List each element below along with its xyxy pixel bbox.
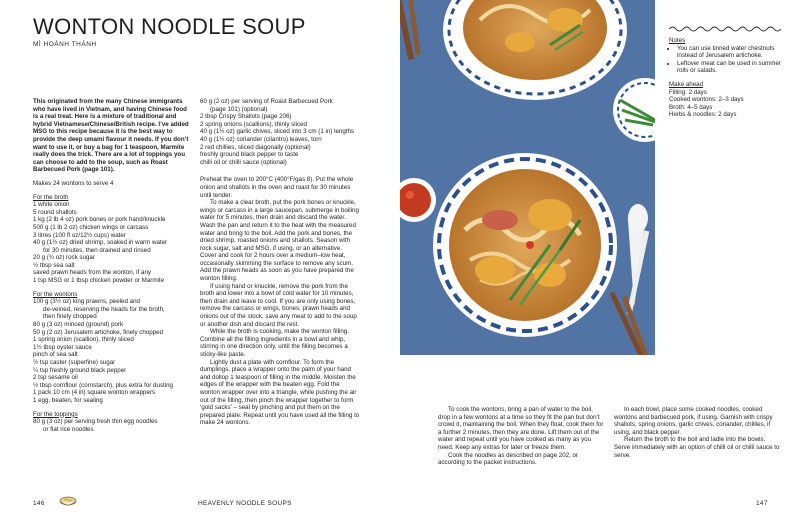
ingredients-column-1 (33, 98, 191, 433)
yield-text: Makes 24 wontons to serve 4 (33, 179, 114, 187)
method-column-4 (614, 406, 782, 459)
method-paragraph: While the broth is cooking, make the wonton filling. Combine all the filling ingredients in a bowl and whip, stirring in one direction only, until the filling becomes a sticky-like paste. (200, 328, 349, 358)
note-item: • You can use tinned water chestnuts instead of Jerusalem artichoke. (677, 45, 781, 60)
ingredient: 1 spring onion (scallion), thinly sliced (33, 336, 134, 344)
page-number-left: 146 (33, 500, 45, 507)
ingredient: 1 egg, beaten, for sealing (33, 396, 103, 404)
ingredient: (page 101) (optional) (210, 105, 268, 113)
method-paragraph: Lightly dust a plate with cornflour. To form the dumplings, place a wrapper onto the palm of your hand and dollop 1 teaspoon of filling in the middle. Moisten the edges of the wrapper with the beaten egg. Fold the wonton wrapper over into a triangle, while pushing the air out of the filling, then pinch the wrapper together to form ‘gold sacks’ – seal by pinching and put them on the prepared plate. Repeat until you have used all the filling to make 24 wontons. (200, 358, 360, 427)
notes-list (669, 45, 781, 75)
make-ahead-item: Broth: 4–5 days (669, 103, 713, 111)
page-subtitle: MÌ HOÀNH THÁNH (33, 41, 97, 48)
ingredient: 1 kg (2 lb 4 oz) pork bones or pork hand/knuckle (33, 216, 166, 224)
ingredient: 2 spring onions (scallions), thinly sliced (200, 120, 307, 128)
ingredient: 80 g (3 oz) minced (ground) pork (33, 321, 124, 329)
page-title: WONTON NOODLE SOUP (33, 14, 306, 39)
ingredient: chilli oil or chilli sauce (optional) (200, 158, 287, 166)
ingredient: freshly ground black pepper to taste (200, 151, 299, 159)
method-paragraph: To cook the wontons, bring a pan of water to the boil, drop in a few wontons at a time so they fit the pan but don’t crowd it, maintaining the boil. When they float, cook them for a further 2 minutes, then they are done. Lift them out of the water and repeat until you have cooked as many as you need. Keep any extras for later or freeze them. (438, 406, 604, 451)
notes-heading: Notes (669, 37, 686, 44)
toppings-list (33, 418, 191, 433)
ingredient: 5 round shallots (33, 208, 77, 216)
ingredient: 2 tsp sesame oil (33, 374, 78, 382)
method-steps (200, 176, 360, 427)
method-column-2 (200, 98, 360, 427)
ingredient: for 30 minutes, then drained and rinsed (43, 246, 151, 254)
ingredient: then finely chopped (43, 313, 97, 321)
make-ahead-item: Filling: 2 days (669, 88, 707, 96)
section-heading-wontons: For the wontons (33, 290, 78, 298)
ingredient: 500 g (1 lb 2 oz) chicken wings or carcass (33, 223, 149, 231)
broth-list (33, 201, 191, 285)
make-ahead-heading: Make ahead (669, 80, 704, 88)
method-paragraph: If using hand or knuckle, remove the pork from the broth and lower into a bowl of cold water for 10 minutes, then drain and leave to cool. If you are only using bones, remove the carcass or wings, bones, prawn heads and onions out of the stock, save any meat to add to the soup or another dish and discard the rest. (200, 282, 357, 328)
note-item: • Leftover meat can be used in summer rolls or salads. (677, 60, 781, 75)
ingredient: or flat rice noodles (43, 425, 94, 433)
main-bowl (433, 153, 617, 337)
method-column-3 (438, 406, 606, 467)
wontons-list (33, 298, 191, 404)
ingredient: 1 white onion (33, 201, 70, 209)
intro-paragraph: This originated from the many Chinese immigrants who have lived in Vietnam, and having Chinese food is a real treat. Here is a mixture of traditional and hybrid Vietnamese/Chinese/British recipe. I’ve added MSG to this recipe because it is the best way to provide the deep umami flavour it needs. If you don’t want to use it, or buy a bag for 1 teaspoon, Marmite really does the trick. There are a lot of toppings you can choose to add to the soup, such as Roast Barbecued Pork (page 101). (33, 98, 189, 174)
notes-panel (669, 37, 781, 119)
ingredient: ½ tbsp cornflour (cornstarch), plus extra for dusting (33, 381, 173, 389)
method-paragraph: Cook the noodles as described on page 202, or according to the packet instructions. (438, 451, 579, 467)
ingredient: 1½ tbsp oyster sauce (33, 343, 92, 351)
ingredient: 1 tsp MSG or 1 tbsp chicken powder or Marmite (33, 277, 165, 285)
ingredient: 3 litres (100 fl oz/12½ cups) water (33, 231, 126, 239)
running-head: HEAVENLY NOODLE SOUPS (198, 500, 292, 507)
ingredient: 40 g (1½ oz) garlic chives, sliced into 3 cm (1 in) lengths (200, 128, 355, 136)
ingredient: ¼ tsp freshly ground black pepper (33, 366, 127, 374)
section-heading-toppings: For the toppings (33, 410, 78, 418)
ingredient: ½ tsp caster (superfine) sugar (33, 359, 116, 366)
ingredient: 2 red chillies, sliced diagonally (optional) (200, 143, 311, 151)
method-paragraph: Return the broth to the boil and ladle into the bowls. Serve immediately with an option of chilli oil or chilli sauce to serve. (614, 436, 780, 459)
method-paragraph: To make a clear broth, put the pork bones or knuckle, wings or carcass in a large saucepan, submerge in boiling water for 5 minutes, then drain and discard the water. Wash the pan and return it to the heat with the measured water and bring to the boil. Add the pork and bones, the dried shrimp, roasted onions and shallots. Season with rock sugar, salt and MSG, if using, or an alternative. Cover and cook for 2 hours over a medium–low heat, occasionally skimming the surface to remove any scum. Add the prawn heads as soon as you have prepared the wonton filling. (200, 199, 359, 283)
make-ahead-item: Herbs & noodles: 2 days (669, 111, 737, 119)
ingredient: 1 pack 10 cm (4 in) square wonton wrappers (33, 389, 156, 397)
section-heading-broth: For the broth (33, 193, 69, 201)
toppings-continued-list (200, 98, 360, 166)
noodle-bowl-icon (58, 495, 78, 509)
ingredient: de-veined, reserving the heads for the broth, (43, 305, 165, 313)
ingredient: saved prawn heads from the wonton, if any (33, 269, 151, 277)
ingredient: 50 g (2 oz) Jerusalem artichoke, finely chopped (33, 328, 164, 336)
ingredient: 80 g (3 oz) per serving fresh thin egg noodles (33, 418, 158, 426)
page-number-right: 147 (756, 500, 768, 507)
method-paragraph: Preheat the oven to 200°C (400°F/gas 8). Put the whole onion and shallots in the oven and roast for 30 minutes until tender. (200, 176, 354, 199)
ingredient: 60 g (2 oz) per serving of Roast Barbecued Pork (200, 98, 333, 105)
ingredient: pinch of sea salt (33, 351, 78, 359)
ingredient: 40 g (1½ oz) coriander (cilantro) leaves, torn (200, 135, 322, 143)
method-paragraph: In each bowl, place some cooked noodles, cooked wontons and barbecued pork, if using. Garnish with crispy shallots, spring onions, garlic chives, coriander, chillies, if using, and black pepper. (614, 406, 773, 436)
ingredient: ½ tbsp sea salt (33, 261, 75, 269)
ingredient: 20 g (¾ oz) rock sugar (33, 254, 95, 262)
make-ahead-item: Cooked wontons: 2–3 days (669, 96, 744, 104)
ingredient: 100 g (3½ oz) king prawns, peeled and (33, 298, 140, 306)
food-photograph (400, 0, 655, 355)
ingredient: 2 tbsp Crispy Shallots (page 206) (200, 113, 292, 121)
ingredient: 40 g (1½ oz) dried shrimp, soaked in warm water (33, 239, 168, 247)
wave-ornament-icon (669, 20, 781, 28)
